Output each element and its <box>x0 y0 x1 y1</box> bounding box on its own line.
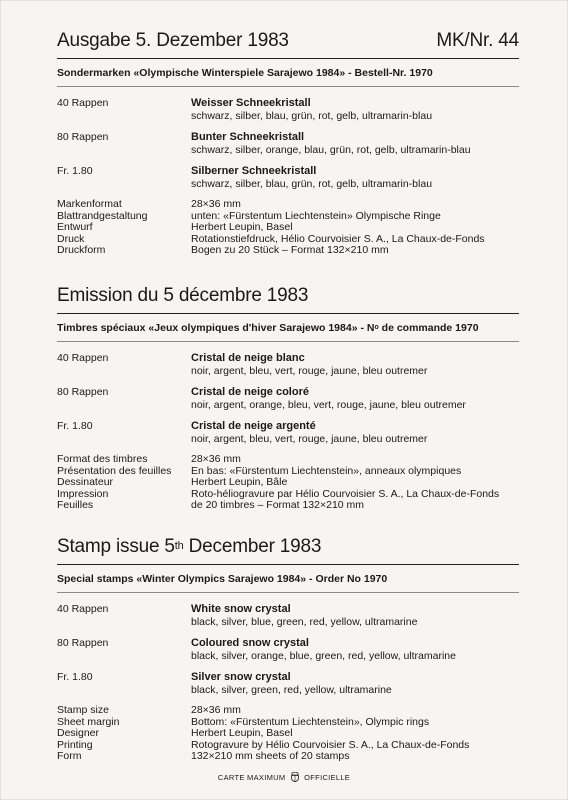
stamp-price: 80 Rappen <box>57 131 109 143</box>
stamp-colors: schwarz, silber, blau, grün, rot, gelb, ultramarin-blau <box>191 178 433 190</box>
section-german <box>57 30 519 257</box>
stamp-price: Fr. 1.80 <box>57 165 93 177</box>
stamp-colors: noir, argent, bleu, vert, rouge, jaune, bleu outremer <box>191 433 428 445</box>
subtitle-fr <box>57 313 519 342</box>
stamp-row <box>57 97 519 122</box>
stamp-name: Cristal de neige coloré <box>191 386 309 398</box>
spec-row <box>57 466 519 478</box>
stamp-colors: black, silver, blue, green, red, yellow, ultramarine <box>191 616 418 628</box>
footer-right-text: OFFICIELLE <box>304 773 351 782</box>
stamp-name: Coloured snow crystal <box>191 637 309 649</box>
stamp-colors: schwarz, silber, blau, grün, rot, gelb, ultramarin-blau <box>191 110 433 122</box>
stamp-row <box>57 637 519 662</box>
stamp-name: Bunter Schneekristall <box>191 131 305 143</box>
spec-row <box>57 199 519 211</box>
spec-label: Markenformat <box>57 198 122 210</box>
stamp-colors: noir, argent, orange, bleu, vert, rouge, jaune, bleu outremer <box>191 399 466 411</box>
spec-row <box>57 245 519 257</box>
stamp-name: Silver snow crystal <box>191 671 291 683</box>
page-title-de: Ausgabe 5. Dezember 1983 <box>57 30 289 51</box>
header-row <box>57 30 519 52</box>
stamp-colors: black, silver, green, red, yellow, ultramarine <box>191 684 392 696</box>
stamp-desc <box>191 97 519 122</box>
spec-label: Impression <box>57 487 109 500</box>
footer-left-text: CARTE MAXIMUM <box>217 773 286 782</box>
stamp-colors: schwarz, silber, orange, blau, grün, rot, gelb, ultramarin-blau <box>191 144 471 156</box>
spec-value: En bas: «Fürstentum Liechtenstein», anneaux olympiques <box>191 464 462 477</box>
issue-number: MK/Nr. 44 <box>436 30 519 51</box>
spec-row <box>57 454 519 466</box>
specs-de <box>57 199 519 257</box>
spec-value: 28×36 mm <box>191 198 241 210</box>
spec-label: Form <box>57 750 82 762</box>
spec-row <box>57 500 519 512</box>
spec-label: Feuilles <box>57 499 94 511</box>
header-row-fr <box>57 285 519 307</box>
footer <box>0 772 568 782</box>
spec-value: Herbert Leupin, Bâle <box>191 476 288 488</box>
spec-value: Rotationstiefdruck, Hélio Courvoisier S. A., La Chaux-de-Fonds <box>191 232 485 245</box>
subtitle-de: Sondermarken «Olympische Winterspiele Sarajewo 1984» - Bestell-Nr. 1970 <box>57 58 519 87</box>
subtitle-superscript: o <box>374 324 379 331</box>
spec-value: 28×36 mm <box>191 704 241 716</box>
stamp-name: Silberner Schneekristall <box>191 165 317 177</box>
spec-label: Printing <box>57 738 93 751</box>
stamp-price: 40 Rappen <box>57 603 109 615</box>
stamp-price: 40 Rappen <box>57 97 109 109</box>
stamp-list-fr <box>57 352 519 445</box>
subtitle-text: de commande 1970 <box>378 322 479 334</box>
spec-value: Roto-héliogravure par Hélio Courvoisier S. A., La Chaux-de-Fonds <box>191 487 500 500</box>
stamp-price: Fr. 1.80 <box>57 420 93 432</box>
stamp-list-de <box>57 97 519 190</box>
spec-label: Blattrandgestaltung <box>57 209 148 222</box>
spec-label: Sheet margin <box>57 715 120 728</box>
stamp-row <box>57 386 519 411</box>
stamp-name: Weisser Schneekristall <box>191 97 311 109</box>
section-english <box>57 536 519 763</box>
spec-value: 132×210 mm sheets of 20 stamps <box>191 750 350 762</box>
stamp-name: White snow crystal <box>191 603 291 615</box>
section-french <box>57 285 519 512</box>
stamp-row <box>57 165 519 190</box>
stamp-desc <box>191 131 519 156</box>
stamp-colors: black, silver, orange, blue, green, red, yellow, ultramarine <box>191 650 456 662</box>
page-title-en <box>57 536 321 558</box>
stamp-price: 80 Rappen <box>57 386 109 398</box>
stamp-desc <box>191 165 519 190</box>
spec-row <box>57 751 519 763</box>
stamp-price: 40 Rappen <box>57 352 109 364</box>
spec-value: Herbert Leupin, Basel <box>191 727 293 739</box>
specs-en <box>57 705 519 763</box>
stamp-row <box>57 420 519 445</box>
stamp-desc <box>191 352 519 377</box>
spec-value: 28×36 mm <box>191 453 241 465</box>
liechtenstein-crest-icon <box>290 772 300 782</box>
spec-row <box>57 222 519 234</box>
stamp-price: Fr. 1.80 <box>57 671 93 683</box>
stamp-colors: noir, argent, bleu, vert, rouge, jaune, bleu outremer <box>191 365 428 377</box>
subtitle-text: Timbres spéciaux «Jeux olympiques d'hiver Sarajewo 1984» - N <box>57 322 375 334</box>
spec-value: Bottom: «Fürstentum Liechtenstein», Olympic rings <box>191 715 430 728</box>
spec-label: Entwurf <box>57 221 93 233</box>
header-row-en <box>57 536 519 558</box>
spec-label: Druck <box>57 232 85 245</box>
spec-row <box>57 728 519 740</box>
spec-value: Rotogravure by Hélio Courvoisier S. A., La Chaux-de-Fonds <box>191 738 470 751</box>
spec-label: Stamp size <box>57 704 109 716</box>
stamp-list-en <box>57 603 519 696</box>
spec-row <box>57 477 519 489</box>
spec-label: Druckform <box>57 244 106 256</box>
spec-label: Designer <box>57 727 100 739</box>
spec-value: unten: «Fürstentum Liechtenstein» Olympische Ringe <box>191 209 441 222</box>
stamp-row <box>57 603 519 628</box>
spec-row <box>57 705 519 717</box>
stamp-row <box>57 352 519 377</box>
stamp-row <box>57 131 519 156</box>
stamp-name: Cristal de neige argenté <box>191 420 316 432</box>
title-superscript: th <box>174 540 184 552</box>
page-title-fr: Emission du 5 décembre 1983 <box>57 285 309 306</box>
title-text: Stamp issue 5 <box>57 536 175 557</box>
spec-value: Bogen zu 20 Stück – Format 132×210 mm <box>191 244 389 256</box>
stamp-price: 80 Rappen <box>57 637 109 649</box>
stamp-row <box>57 671 519 696</box>
specs-fr <box>57 454 519 512</box>
stamp-desc <box>191 671 519 696</box>
stamp-desc <box>191 603 519 628</box>
stamp-desc <box>191 420 519 445</box>
stamp-desc <box>191 637 519 662</box>
spec-label: Format des timbres <box>57 453 148 465</box>
spec-value: Herbert Leupin, Basel <box>191 221 293 233</box>
spec-label: Dessinateur <box>57 476 114 488</box>
stamp-name: Cristal de neige blanc <box>191 352 305 364</box>
subtitle-en: Special stamps «Winter Olympics Sarajewo 1984» - Order No 1970 <box>57 564 519 593</box>
stamp-desc <box>191 386 519 411</box>
spec-value: de 20 timbres – Format 132×210 mm <box>191 499 365 511</box>
spec-label: Présentation des feuilles <box>57 464 172 477</box>
title-text: December 1983 <box>183 536 322 557</box>
